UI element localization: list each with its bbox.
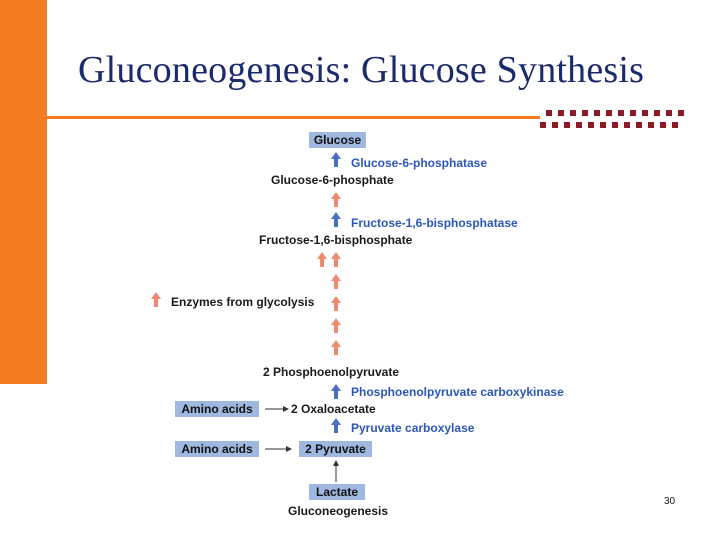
slide-title: Gluconeogenesis: Glucose Synthesis [78,49,645,91]
arrow-glycolysis-icon [331,274,341,289]
lactate-label: Lactate [315,485,359,499]
amino-acids-label-1: Amino acids [181,402,253,416]
metabolite-oxaloacetate: 2 Oxaloacetate [291,402,376,416]
arrow-pepck-icon [331,384,341,399]
enzyme-fbpase: Fructose-1,6-bisphosphatase [351,216,518,230]
enzyme-g6pase: Glucose-6-phosphatase [351,156,488,170]
diagram-caption: Gluconeogenesis [287,504,389,518]
enzyme-pc: Pyruvate carboxylase [351,421,475,435]
arrow-glycolysis-icon [331,252,341,267]
metabolite-g6p: Glucose-6-phosphate [271,173,394,187]
arrow-up-icon [333,460,339,466]
arrow-glycolysis-icon [331,296,341,311]
slide-number: 30 [664,496,676,507]
enzyme-pepck: Phosphoenolpyruvate carboxykinase [351,385,564,399]
arrow-fbpase-icon [331,212,341,227]
legend-glycolysis: Enzymes from glycolysis [171,295,315,309]
arrow-g6pase-icon [331,152,341,167]
glucose-label: Glucose [313,133,362,147]
amino-acids-label-2: Amino acids [181,442,253,456]
legend-glycolysis-icon [151,292,161,307]
arrow-glycolysis-icon [331,318,341,333]
pyruvate-label: 2 Pyruvate [305,442,366,456]
metabolite-pep: 2 Phosphoenolpyruvate [263,365,400,379]
arrow-glycolysis-icon [331,192,341,207]
metabolite-f16bp: Fructose-1,6-bisphosphate [259,233,413,247]
arrow-glycolysis-icon [331,340,341,355]
arrow-pc-icon [331,418,341,433]
arrow-glycolysis-icon [317,252,327,267]
arrow-right-icon [286,446,292,452]
arrow-right-icon [283,406,289,412]
